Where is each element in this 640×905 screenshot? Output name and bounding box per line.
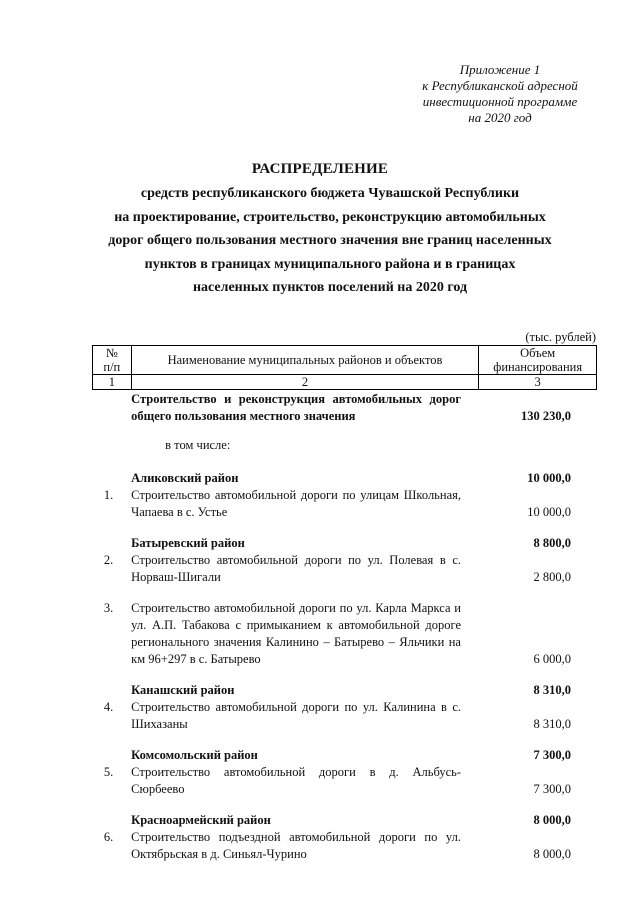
row-number: 3. <box>103 601 114 615</box>
object-name: Строительство подъездной автомобильной дороги по ул. Октябрьская в д. Синьял-Чурино <box>131 830 461 861</box>
district-value: 8 310,0 <box>533 683 571 697</box>
table-row <box>92 470 597 487</box>
subtitle-line: дорог общего пользования местного значения вне границ населенных <box>108 233 552 248</box>
object-value: 10 000,0 <box>527 505 571 519</box>
subtitle-line: средств республиканского бюджета Чувашской Республики <box>140 186 520 201</box>
header-name: Наименование муниципальных районов и объектов <box>131 346 479 375</box>
district-name: Канашский район <box>131 683 235 697</box>
appendix-line: Приложение 1 <box>459 62 541 77</box>
object-value: 8 000,0 <box>533 847 571 861</box>
district-value: 10 000,0 <box>527 471 571 485</box>
document-title: РАСПРЕДЕЛЕНИЕ <box>251 161 389 177</box>
table-row <box>92 391 597 425</box>
header-num <box>93 346 132 375</box>
object-value: 7 300,0 <box>533 782 571 796</box>
appendix-note <box>400 62 600 126</box>
row-number: 6. <box>103 830 114 844</box>
column-number: 3 <box>479 375 597 390</box>
header-num-line: № <box>105 346 118 360</box>
object-name: Строительство автомобильной дороги по ул. Полевая в с. Норваш-Шигали <box>131 553 461 584</box>
district-name: Красноармейский район <box>131 813 271 827</box>
units-label: (тыс. рублей) <box>525 330 596 344</box>
table-header <box>92 345 597 390</box>
table-row <box>92 552 597 586</box>
appendix-line: к Республиканской адресной <box>422 78 578 93</box>
object-name: Строительство автомобильной дороги по ул. Карла Маркса и ул. А.П. Табакова с примыканием к автомобильной дороге регионального значения Калинино – Батырево – Яльчики на км 96+297 в с. Батырево <box>131 601 461 666</box>
total-value: 130 230,0 <box>521 409 571 423</box>
table-row <box>92 600 597 668</box>
district-name: Аликовский район <box>131 471 239 485</box>
header-value-line: Объем <box>520 346 556 360</box>
row-number: 2. <box>103 553 114 567</box>
column-number: 1 <box>93 375 132 390</box>
table-row <box>92 829 597 863</box>
subtitle-line: пунктов в границах муниципального района и в границах <box>144 256 516 272</box>
table-body <box>92 391 597 863</box>
table-row <box>92 535 597 552</box>
header-value-line: финансирования <box>493 360 583 374</box>
row-number: 4. <box>103 700 114 714</box>
row-number: 5. <box>103 765 114 779</box>
district-value: 8 800,0 <box>533 536 571 550</box>
object-name: Строительство автомобильной дороги по улицам Школьная, Чапаева в с. Устье <box>131 488 461 519</box>
table-row <box>92 747 597 764</box>
table-row <box>92 487 597 521</box>
object-value: 6 000,0 <box>533 652 571 666</box>
table-row <box>92 812 597 829</box>
table-row <box>92 425 597 454</box>
subtitle-line: на проектирование, строительство, реконструкцию автомобильных <box>114 209 546 225</box>
table-row <box>92 699 597 733</box>
header-value <box>479 346 597 375</box>
object-value: 8 310,0 <box>533 717 571 731</box>
table-row <box>92 764 597 798</box>
appendix-line: на 2020 год <box>468 110 532 125</box>
document-subtitle <box>60 182 600 300</box>
object-name: Строительство автомобильной дороги в д. Альбусь-Сюрбеево <box>131 765 461 796</box>
column-number: 2 <box>131 375 479 390</box>
including-label: в том числе: <box>165 438 231 452</box>
appendix-line: инвестиционной программе <box>422 94 578 109</box>
district-value: 7 300,0 <box>533 748 571 762</box>
table-row <box>92 682 597 699</box>
total-name: Строительство и реконструкция автомобильных дорог общего пользования местного значения <box>131 392 461 423</box>
district-value: 8 000,0 <box>533 813 571 827</box>
object-value: 2 800,0 <box>533 570 571 584</box>
object-name: Строительство автомобильной дороги по ул. Калинина в с. Шихазаны <box>131 700 461 731</box>
district-name: Батыревский район <box>131 536 245 550</box>
district-name: Комсомольский район <box>131 748 258 762</box>
subtitle-line: населенных пунктов поселений на 2020 год <box>192 280 468 295</box>
header-num-line: п/п <box>103 360 121 374</box>
row-number: 1. <box>103 488 114 502</box>
